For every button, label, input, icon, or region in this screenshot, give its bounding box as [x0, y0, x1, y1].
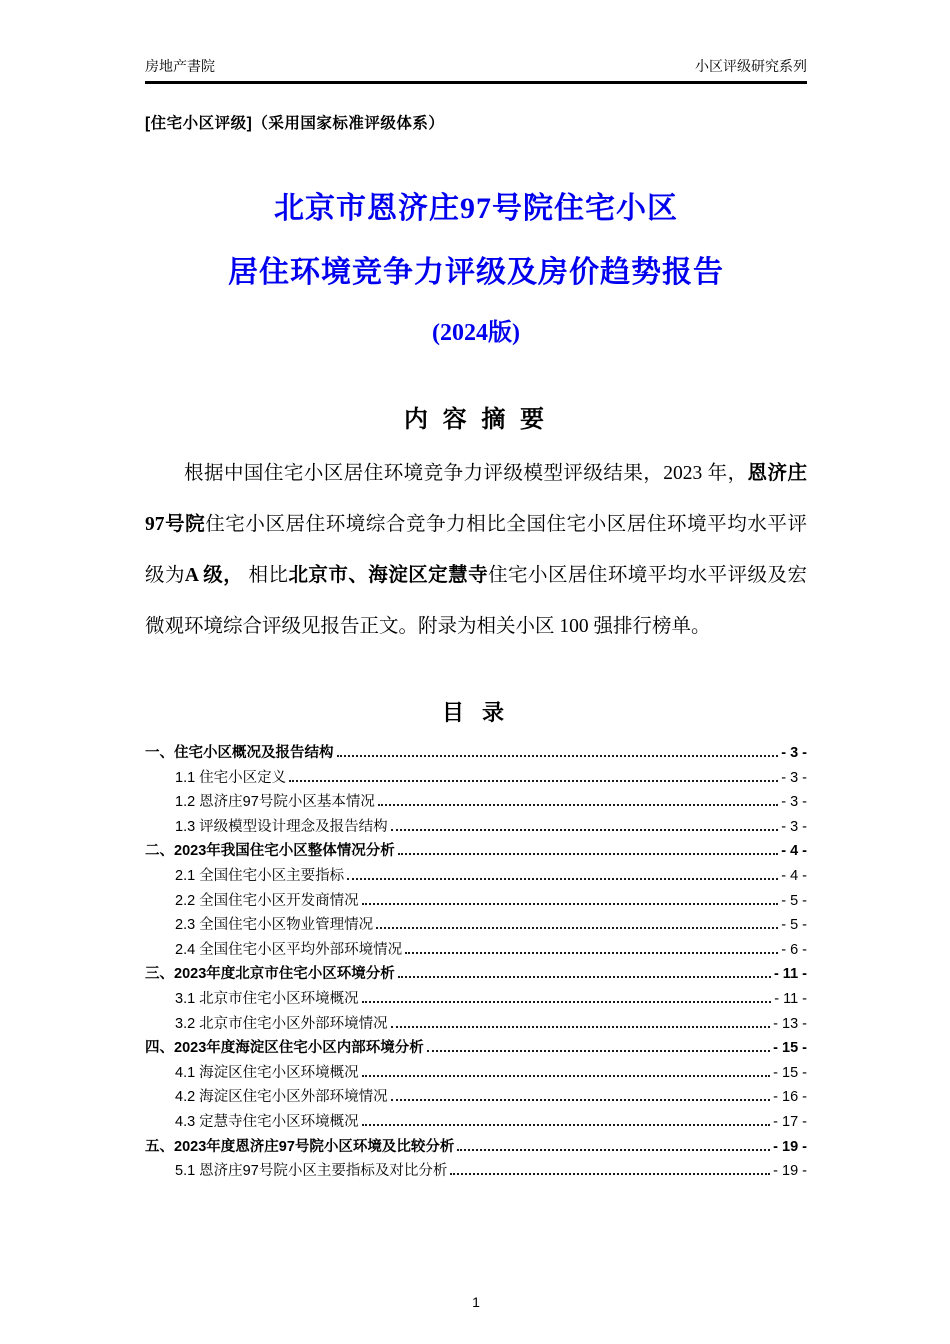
toc-item-page: - 15 - [773, 1040, 807, 1057]
toc-item-page: - 3 - [781, 794, 807, 811]
toc-leader-dots [362, 903, 779, 905]
toc-leader-dots [391, 1099, 770, 1101]
toc-item-1-3[interactable] [145, 815, 807, 840]
toc-item-section-2[interactable] [145, 839, 807, 864]
toc-item-section-4[interactable] [145, 1036, 807, 1061]
report-edition: (2024版) [432, 320, 520, 346]
toc-item-page: - 17 - [773, 1113, 807, 1130]
rating-system-tag: [住宅小区评级]（采用国家标准评级体系） [145, 115, 445, 132]
header-right-text: 小区评级研究系列 [695, 58, 807, 74]
toc-item-3-2[interactable] [145, 1012, 807, 1037]
toc-leader-dots [405, 952, 778, 954]
toc-item-2-1[interactable] [145, 864, 807, 889]
toc-item-label: 三、2023年度北京市住宅小区环境分析 [145, 966, 395, 983]
toc-item-label: 4.2 海淀区住宅小区外部环境情况 [175, 1089, 388, 1106]
toc-item-page: - 19 - [773, 1138, 807, 1155]
toc-leader-dots [378, 804, 778, 806]
toc-leader-dots [362, 1001, 772, 1003]
toc-item-4-2[interactable] [145, 1085, 807, 1110]
abstract-rating-grade: A 级， [184, 565, 244, 586]
toc-item-label: 2.1 全国住宅小区主要指标 [175, 867, 345, 884]
toc-leader-dots [398, 853, 778, 855]
toc-item-label: 五、2023年度恩济庄97号院小区环境及比较分析 [145, 1138, 455, 1155]
toc-item-label: 1.3 评级模型设计理念及报告结构 [175, 818, 388, 835]
toc-item-label: 5.1 恩济庄97号院小区主要指标及对比分析 [175, 1163, 448, 1180]
toc-item-label: 4.1 海淀区住宅小区环境概况 [175, 1064, 359, 1081]
toc-leader-dots [391, 829, 779, 831]
toc-item-page: - 5 - [781, 917, 807, 934]
abstract-text-4: 住宅小区居住环境平均水平评级及宏微观环境综合评级见报告正文。附录为相关小区 100 强排行榜单。 [145, 565, 807, 637]
toc-item-label: 二、2023年我国住宅小区整体情况分析 [145, 843, 395, 860]
table-of-contents [145, 741, 807, 1184]
toc-leader-dots [457, 1149, 770, 1151]
toc-leader-dots [427, 1050, 770, 1052]
toc-item-label: 1.1 住宅小区定义 [175, 769, 287, 786]
page-header [145, 56, 807, 84]
abstract-community-name: 恩济庄97号院 [145, 463, 807, 535]
abstract-text-1: 根据中国住宅小区居住环境竞争力评级模型评级结果，2023 年， [184, 463, 748, 484]
report-title-block [145, 177, 807, 361]
toc-item-label: 3.2 北京市住宅小区外部环境情况 [175, 1015, 388, 1032]
header-left-text: 房地产書院 [145, 58, 215, 74]
toc-item-page: - 16 - [773, 1089, 807, 1106]
abstract-region-names: 北京市、海淀区定慧寺 [288, 565, 489, 586]
toc-item-label: 1.2 恩济庄97号院小区基本情况 [175, 794, 375, 811]
toc-item-2-3[interactable] [145, 913, 807, 938]
toc-item-page: - 3 - [781, 818, 807, 835]
toc-item-3-1[interactable] [145, 987, 807, 1012]
toc-leader-dots [450, 1173, 770, 1175]
abstract-paragraph [145, 448, 807, 652]
toc-item-section-1[interactable] [145, 741, 807, 766]
toc-item-4-3[interactable] [145, 1110, 807, 1135]
toc-item-page: - 11 - [774, 990, 807, 1007]
toc-leader-dots [398, 976, 771, 978]
report-title-line2: 居住环境竞争力评级及房价趋势报告 [228, 256, 724, 289]
toc-item-label: 四、2023年度海淀区住宅小区内部环境分析 [145, 1040, 424, 1057]
toc-item-page: - 3 - [781, 745, 807, 761]
toc-item-label: 4.3 定慧寺住宅小区环境概况 [175, 1113, 359, 1130]
toc-item-4-1[interactable] [145, 1061, 807, 1086]
toc-item-page: - 15 - [773, 1064, 807, 1081]
toc-item-page: - 6 - [781, 941, 807, 958]
toc-leader-dots [337, 755, 779, 757]
toc-item-page: - 11 - [773, 966, 807, 983]
toc-item-2-2[interactable] [145, 889, 807, 914]
toc-leader-dots [289, 780, 778, 782]
toc-item-1-1[interactable] [145, 766, 807, 791]
report-title-line1: 北京市恩济庄97号院住宅小区 [274, 192, 678, 225]
toc-item-label: 2.2 全国住宅小区开发商情况 [175, 892, 359, 909]
toc-leader-dots [376, 927, 778, 929]
toc-item-page: - 4 - [781, 843, 807, 860]
toc-heading: 目 录 [441, 700, 511, 725]
toc-item-1-2[interactable] [145, 790, 807, 815]
toc-leader-dots [362, 1124, 770, 1126]
toc-item-page: - 13 - [773, 1015, 807, 1032]
toc-item-section-5[interactable] [145, 1135, 807, 1160]
toc-item-label: 2.4 全国住宅小区平均外部环境情况 [175, 941, 403, 958]
abstract-heading: 内 容 摘 要 [403, 406, 548, 433]
toc-item-2-4[interactable] [145, 938, 807, 963]
toc-item-label: 2.3 全国住宅小区物业管理情况 [175, 917, 374, 934]
abstract-text-3: 相比 [243, 565, 289, 586]
toc-item-label: 3.1 北京市住宅小区环境概况 [175, 990, 359, 1007]
toc-item-page: - 5 - [781, 892, 807, 909]
toc-leader-dots [362, 1075, 770, 1077]
toc-item-page: - 3 - [781, 769, 807, 786]
toc-item-page: - 4 - [781, 867, 807, 884]
toc-item-label: 一、住宅小区概况及报告结构 [145, 745, 334, 761]
toc-item-5-1[interactable] [145, 1159, 807, 1184]
toc-leader-dots [391, 1026, 770, 1028]
abstract-text-2: 住宅小区居住环境综合竞争力相比全国住宅小区居住环境平均水平评级为 [145, 514, 807, 586]
toc-item-section-3[interactable] [145, 962, 807, 987]
toc-item-page: - 19 - [773, 1163, 807, 1180]
toc-leader-dots [347, 878, 778, 880]
page-number: 1 [472, 1294, 480, 1310]
